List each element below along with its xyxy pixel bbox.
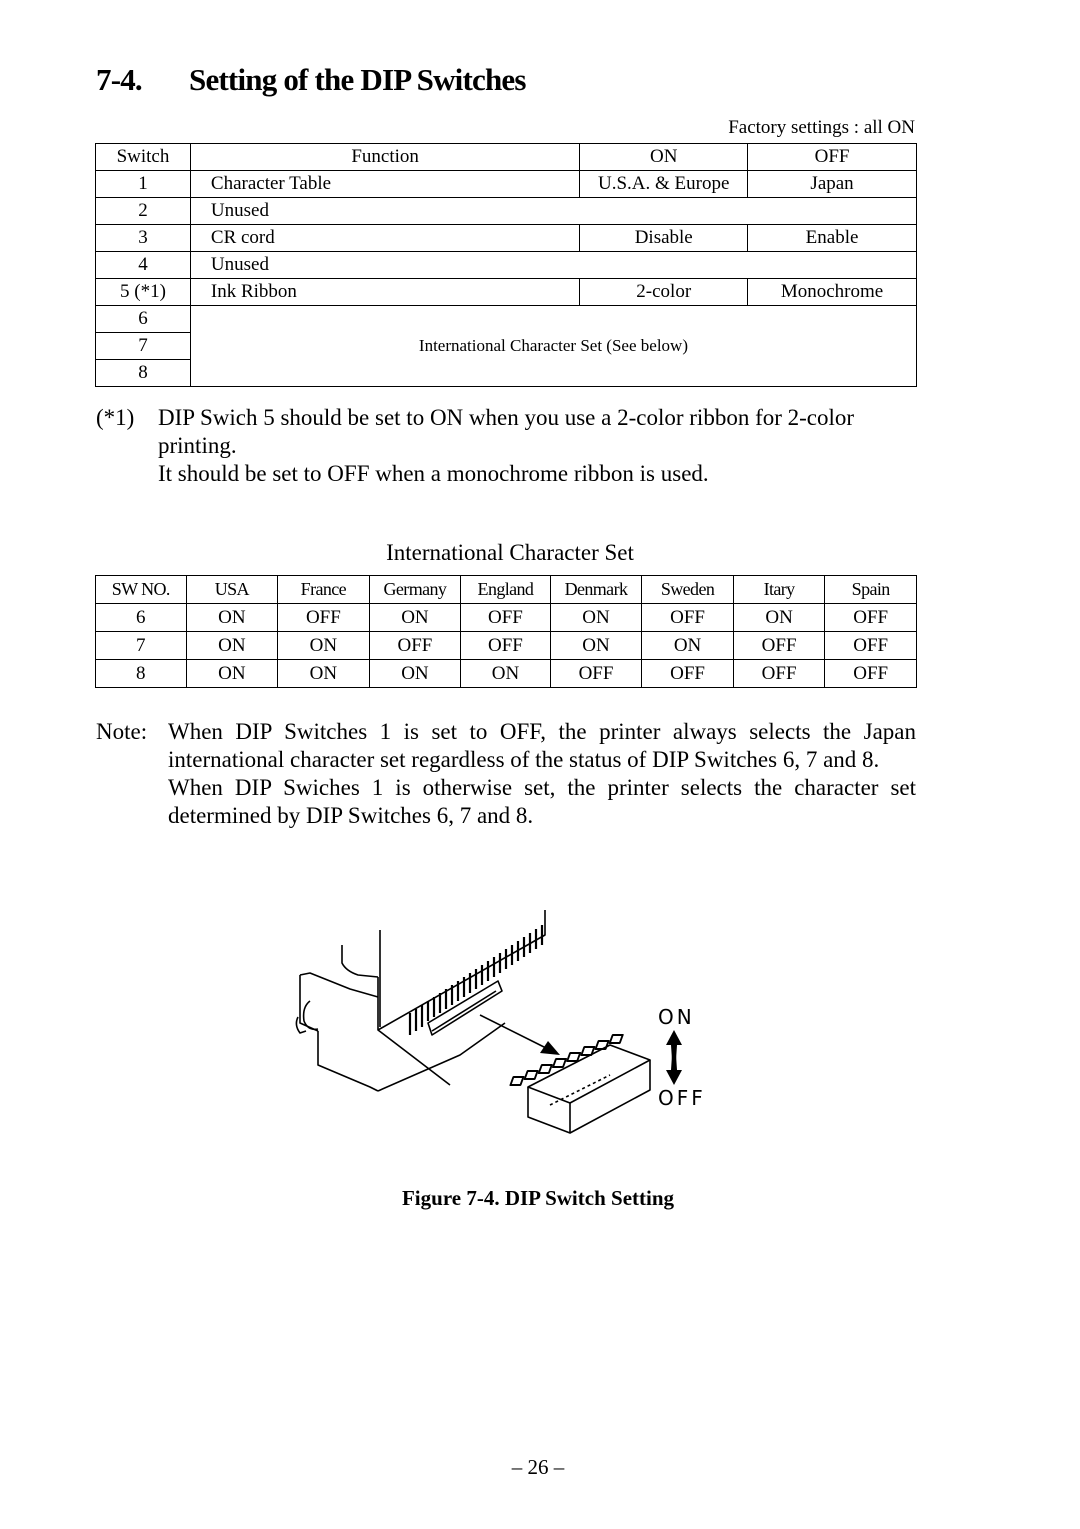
table-cell: OFF	[825, 632, 917, 660]
footnote-mark: (*1)	[96, 405, 135, 430]
switch-cell: 5 (*1)	[96, 279, 191, 306]
header-cell: England	[461, 576, 551, 604]
table-cell: ON	[369, 660, 461, 688]
switch-on-label: ON	[658, 1005, 695, 1029]
table-cell: 6	[96, 604, 187, 632]
table-cell: ON	[369, 604, 461, 632]
table-cell: OFF	[733, 632, 825, 660]
note-block	[96, 718, 916, 830]
on-cell: Disable	[580, 225, 748, 252]
note-paragraph-1: When DIP Switches 1 is set to OFF, the printer always selects the Japan international character set regardless of the status of DIP Switches 6, 7 and 8.	[168, 719, 916, 772]
header-cell: OFF	[748, 144, 917, 171]
header-cell: Sweden	[642, 576, 734, 604]
table-cell: OFF	[550, 660, 642, 688]
header-cell: Itary	[733, 576, 825, 604]
off-cell: Enable	[748, 225, 917, 252]
header-cell: Denmark	[550, 576, 642, 604]
switch-cell: 4	[96, 252, 191, 279]
on-cell: U.S.A. & Europe	[580, 171, 748, 198]
table-cell: OFF	[369, 632, 461, 660]
table-cell: ON	[550, 604, 642, 632]
footnote	[96, 404, 916, 488]
table-cell: ON	[186, 604, 278, 632]
on-cell: 2-color	[580, 279, 748, 306]
intl-charset-note: International Character Set (See below)	[190, 306, 916, 387]
off-cell: Monochrome	[748, 279, 917, 306]
header-cell: ON	[580, 144, 748, 171]
table-row	[96, 171, 917, 198]
switch-cell: 7	[96, 333, 191, 360]
header-cell: SW NO.	[96, 576, 187, 604]
table-row	[96, 604, 917, 632]
note-label: Note:	[96, 719, 148, 744]
switch-cell: 8	[96, 360, 191, 387]
footnote-line-2: It should be set to OFF when a monochrome ribbon is used.	[158, 461, 709, 486]
intl-charset-table	[95, 575, 917, 688]
section-title: Setting of the DIP Switches	[189, 62, 526, 97]
table-cell: OFF	[825, 660, 917, 688]
switch-cell: 6	[96, 306, 191, 333]
table-cell: OFF	[642, 660, 734, 688]
dip-switch-table	[95, 143, 917, 387]
switch-off-label: OFF	[658, 1086, 706, 1110]
table-row	[96, 225, 917, 252]
switch-cell: 1	[96, 171, 191, 198]
table-row	[96, 632, 917, 660]
table-row	[96, 252, 917, 279]
section-number: 7-4.	[96, 62, 142, 97]
table-header-row	[96, 576, 917, 604]
table-cell: OFF	[733, 660, 825, 688]
table-cell: OFF	[825, 604, 917, 632]
factory-settings-note: Factory settings : all ON	[728, 117, 915, 138]
function-cell: CR cord	[190, 225, 579, 252]
table-header-row	[96, 144, 917, 171]
table-cell: 7	[96, 632, 187, 660]
function-cell: Ink Ribbon	[190, 279, 579, 306]
note-paragraph-2: When DIP Swiches 1 is otherwise set, the printer selects the character set determined by DIP Switches 6, 7 and 8.	[168, 775, 916, 828]
table-cell: ON	[461, 660, 551, 688]
table-cell: ON	[733, 604, 825, 632]
header-cell: Function	[190, 144, 579, 171]
switch-cell: 2	[96, 198, 191, 225]
table-cell: ON	[278, 660, 370, 688]
table-cell: ON	[642, 632, 734, 660]
function-cell: Character Table	[190, 171, 579, 198]
table-cell: 8	[96, 660, 187, 688]
page-number: – 26 –	[511, 1455, 565, 1479]
table-cell: ON	[186, 660, 278, 688]
function-cell: Unused	[190, 198, 916, 225]
table-row	[96, 306, 917, 333]
table-row	[96, 660, 917, 688]
section-heading	[96, 62, 526, 98]
table-cell: ON	[278, 632, 370, 660]
table-cell: OFF	[461, 604, 551, 632]
table-row	[96, 279, 917, 306]
table-row	[96, 198, 917, 225]
header-cell: Spain	[825, 576, 917, 604]
figure-caption: Figure 7-4. DIP Switch Setting	[401, 1186, 675, 1210]
ics-title: International Character Set	[386, 540, 634, 565]
table-cell: ON	[550, 632, 642, 660]
off-cell: Japan	[748, 171, 917, 198]
header-cell: USA	[186, 576, 278, 604]
header-cell: Germany	[369, 576, 461, 604]
function-cell: Unused	[190, 252, 916, 279]
header-cell: Switch	[96, 144, 191, 171]
switch-cell: 3	[96, 225, 191, 252]
header-cell: France	[278, 576, 370, 604]
footnote-line-1: DIP Swich 5 should be set to ON when you use a 2-color ribbon for 2-color printing.	[158, 405, 855, 458]
table-cell: ON	[186, 632, 278, 660]
table-cell: OFF	[461, 632, 551, 660]
table-cell: OFF	[278, 604, 370, 632]
table-cell: OFF	[642, 604, 734, 632]
